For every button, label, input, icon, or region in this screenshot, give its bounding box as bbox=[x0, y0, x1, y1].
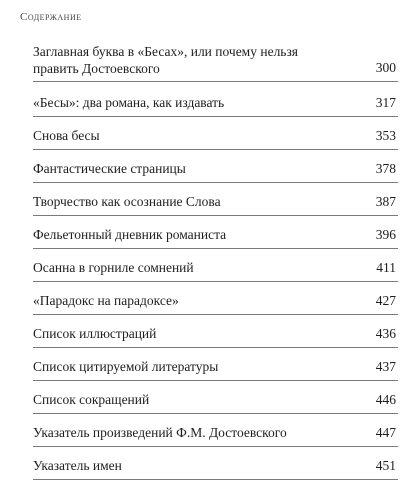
toc-entry bbox=[33, 82, 398, 117]
toc-entry-page: 447 bbox=[375, 425, 396, 440]
toc-entry bbox=[33, 414, 398, 447]
toc-entry-page: 396 bbox=[375, 227, 396, 242]
toc-entry-title: Указатель имен bbox=[33, 458, 122, 473]
toc-entry-title: Список сокращений bbox=[33, 392, 150, 407]
toc-entry-title: Творчество как осознание Слова bbox=[33, 194, 221, 209]
toc-entry bbox=[33, 381, 398, 414]
toc-entry-page: 353 bbox=[375, 128, 396, 143]
toc-entry bbox=[33, 117, 398, 150]
toc-entry-title: Список цитируемой литературы bbox=[33, 359, 219, 374]
toc-entry-title: Осанна в горниле сомнений bbox=[33, 260, 194, 275]
toc-entry-title: «Бесы»: два романа, как издавать bbox=[33, 95, 225, 110]
toc-entry-page: 411 bbox=[376, 260, 396, 275]
table-of-contents bbox=[33, 35, 398, 480]
toc-entry-title: Снова бесы bbox=[33, 128, 100, 143]
toc-entry-page: 436 bbox=[375, 326, 396, 341]
toc-entry bbox=[33, 183, 398, 216]
toc-entry-page: 300 bbox=[375, 60, 396, 75]
toc-entry-page: 317 bbox=[375, 95, 396, 110]
toc-entry-page: 427 bbox=[375, 293, 396, 308]
toc-entry-title-line: править Достоевского bbox=[33, 61, 160, 76]
toc-entry-page: 378 bbox=[375, 161, 396, 176]
toc-entry bbox=[33, 348, 398, 381]
toc-entry-title: Указатель произведений Ф.М. Достоевского bbox=[33, 425, 287, 440]
toc-entry-title bbox=[33, 43, 398, 77]
toc-entry-title: Фантастические страницы bbox=[33, 161, 186, 176]
toc-entry-title: Список иллюстраций bbox=[33, 326, 157, 341]
toc-entry bbox=[33, 216, 398, 249]
toc-entry-page: 437 bbox=[375, 359, 396, 374]
toc-entry bbox=[33, 315, 398, 348]
toc-entry-page: 451 bbox=[375, 458, 396, 473]
toc-entry-title: Фельетонный дневник романиста bbox=[33, 227, 227, 242]
toc-entry bbox=[33, 150, 398, 183]
toc-entry bbox=[33, 282, 398, 315]
toc-entry bbox=[33, 447, 398, 480]
toc-entry-title: «Парадокс на парадоксе» bbox=[33, 293, 179, 308]
toc-entry-title-line: Заглавная буква в «Бесах», или почему нельзя bbox=[33, 44, 299, 59]
toc-entry bbox=[33, 35, 398, 82]
toc-entry bbox=[33, 249, 398, 282]
running-head: Содержание bbox=[20, 11, 82, 23]
toc-entry-page: 446 bbox=[375, 392, 396, 407]
toc-entry-page: 387 bbox=[375, 194, 396, 209]
